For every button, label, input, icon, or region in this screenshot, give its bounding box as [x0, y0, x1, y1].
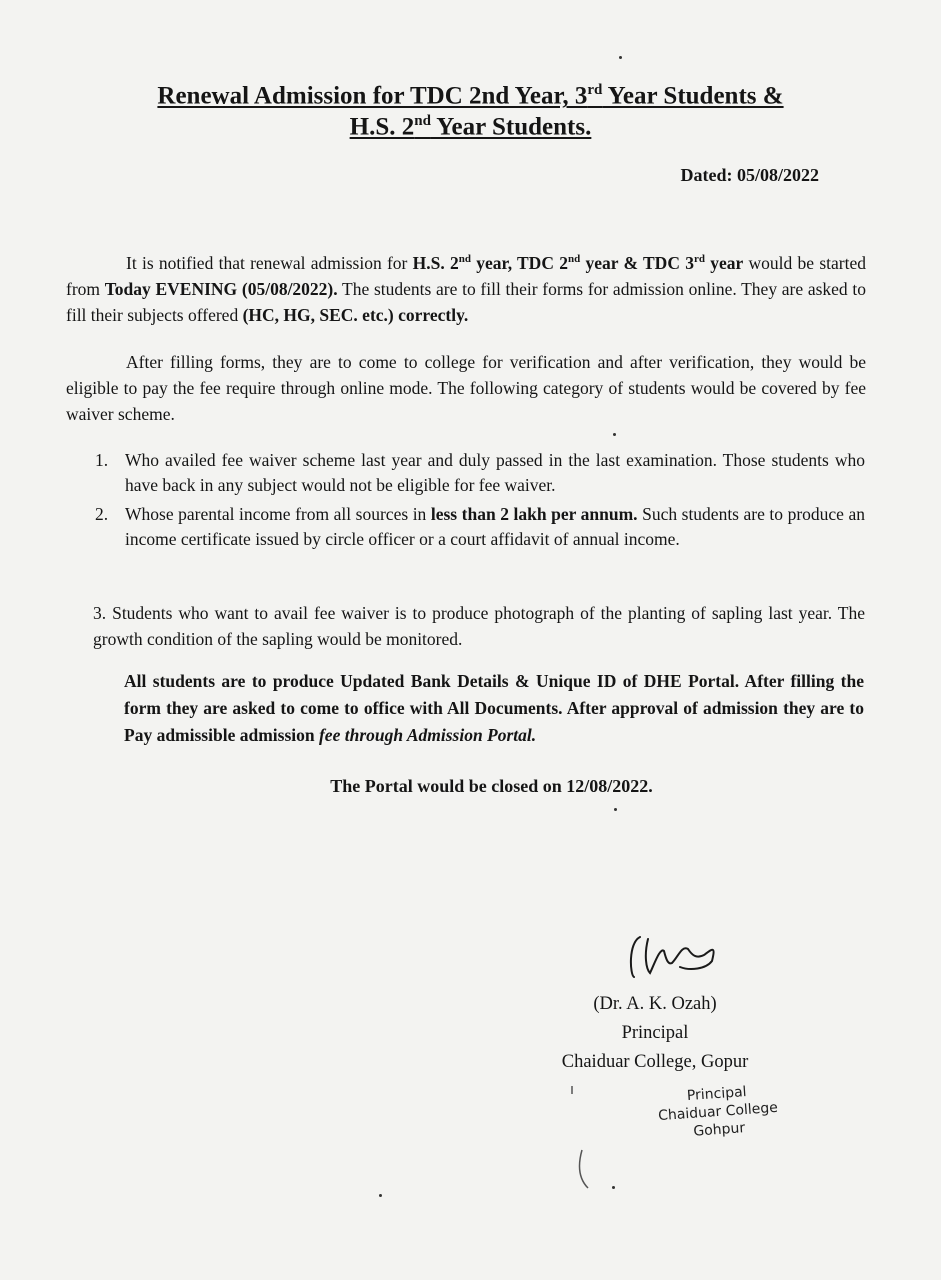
paragraph-sapling-clause: 3. Students who want to avail fee waiver is to produce photograph of the planting of sapling last year. The growth condition of the sapling would be monitored.	[93, 603, 865, 649]
signatory-name: (Dr. A. K. Ozah)	[593, 994, 717, 1014]
paragraph-verification: After filling forms, they are to come to college for verification and after verification, they would be eligible to pay the fee require through online mode. The following category of students would be covered by fee waiver scheme.	[66, 352, 866, 424]
notice-title-line2: H.S. 2nd Year Students.	[349, 113, 592, 141]
notice-date: Dated: 05/08/2022	[680, 165, 819, 185]
scan-speck	[612, 1186, 615, 1189]
handwritten-signature	[620, 925, 730, 995]
notice-title-line1: Renewal Admission for TDC 2nd Year, 3rd Year Students &	[157, 82, 784, 110]
list-number: 1.	[95, 450, 109, 470]
signatory-block	[540, 990, 770, 1077]
principal-stamp: Principal Chaiduar College Gohpur	[657, 1083, 779, 1140]
list-text: Whose parental income from all sources in less than 2 lakh per annum. Such students are to produce an income certificate issued by circle officer or a court affidavit of annual income.	[125, 504, 866, 549]
list-text: Who availed fee waiver scheme last year and duly passed in the last examination. Those students who have back in any subject would not be eligible for fee waiver.	[125, 450, 865, 495]
scan-speck	[379, 1194, 382, 1197]
paragraph-renewal-notice: It is notified that renewal admission for H.S. 2nd year, TDC 2nd year & TDC 3rd year would be started from Today EVENING (05/08/2022). The students are to fill their forms for admission online. They are asked to fill their subjects offered (HC, HG, SEC. etc.) correctly.	[66, 253, 867, 325]
signatory-institution: Chaiduar College, Gopur	[561, 1052, 749, 1072]
scan-speck	[619, 56, 622, 59]
list-item	[95, 448, 865, 498]
list-number: 2.	[95, 504, 109, 524]
list-item	[95, 502, 865, 552]
scan-speck	[613, 433, 616, 436]
bold-instructions: All students are to produce Updated Bank Details & Unique ID of DHE Portal. After filling the form they are asked to come to office with All Documents. After approval of admission they are to Pay admissible admission fee through Admission Portal.	[124, 671, 864, 745]
scan-speck	[614, 808, 617, 811]
stray-pen-mark	[560, 1080, 600, 1200]
portal-closing-date: The Portal would be closed on 12/08/2022.	[330, 776, 653, 796]
signatory-designation: Principal	[621, 1023, 689, 1043]
